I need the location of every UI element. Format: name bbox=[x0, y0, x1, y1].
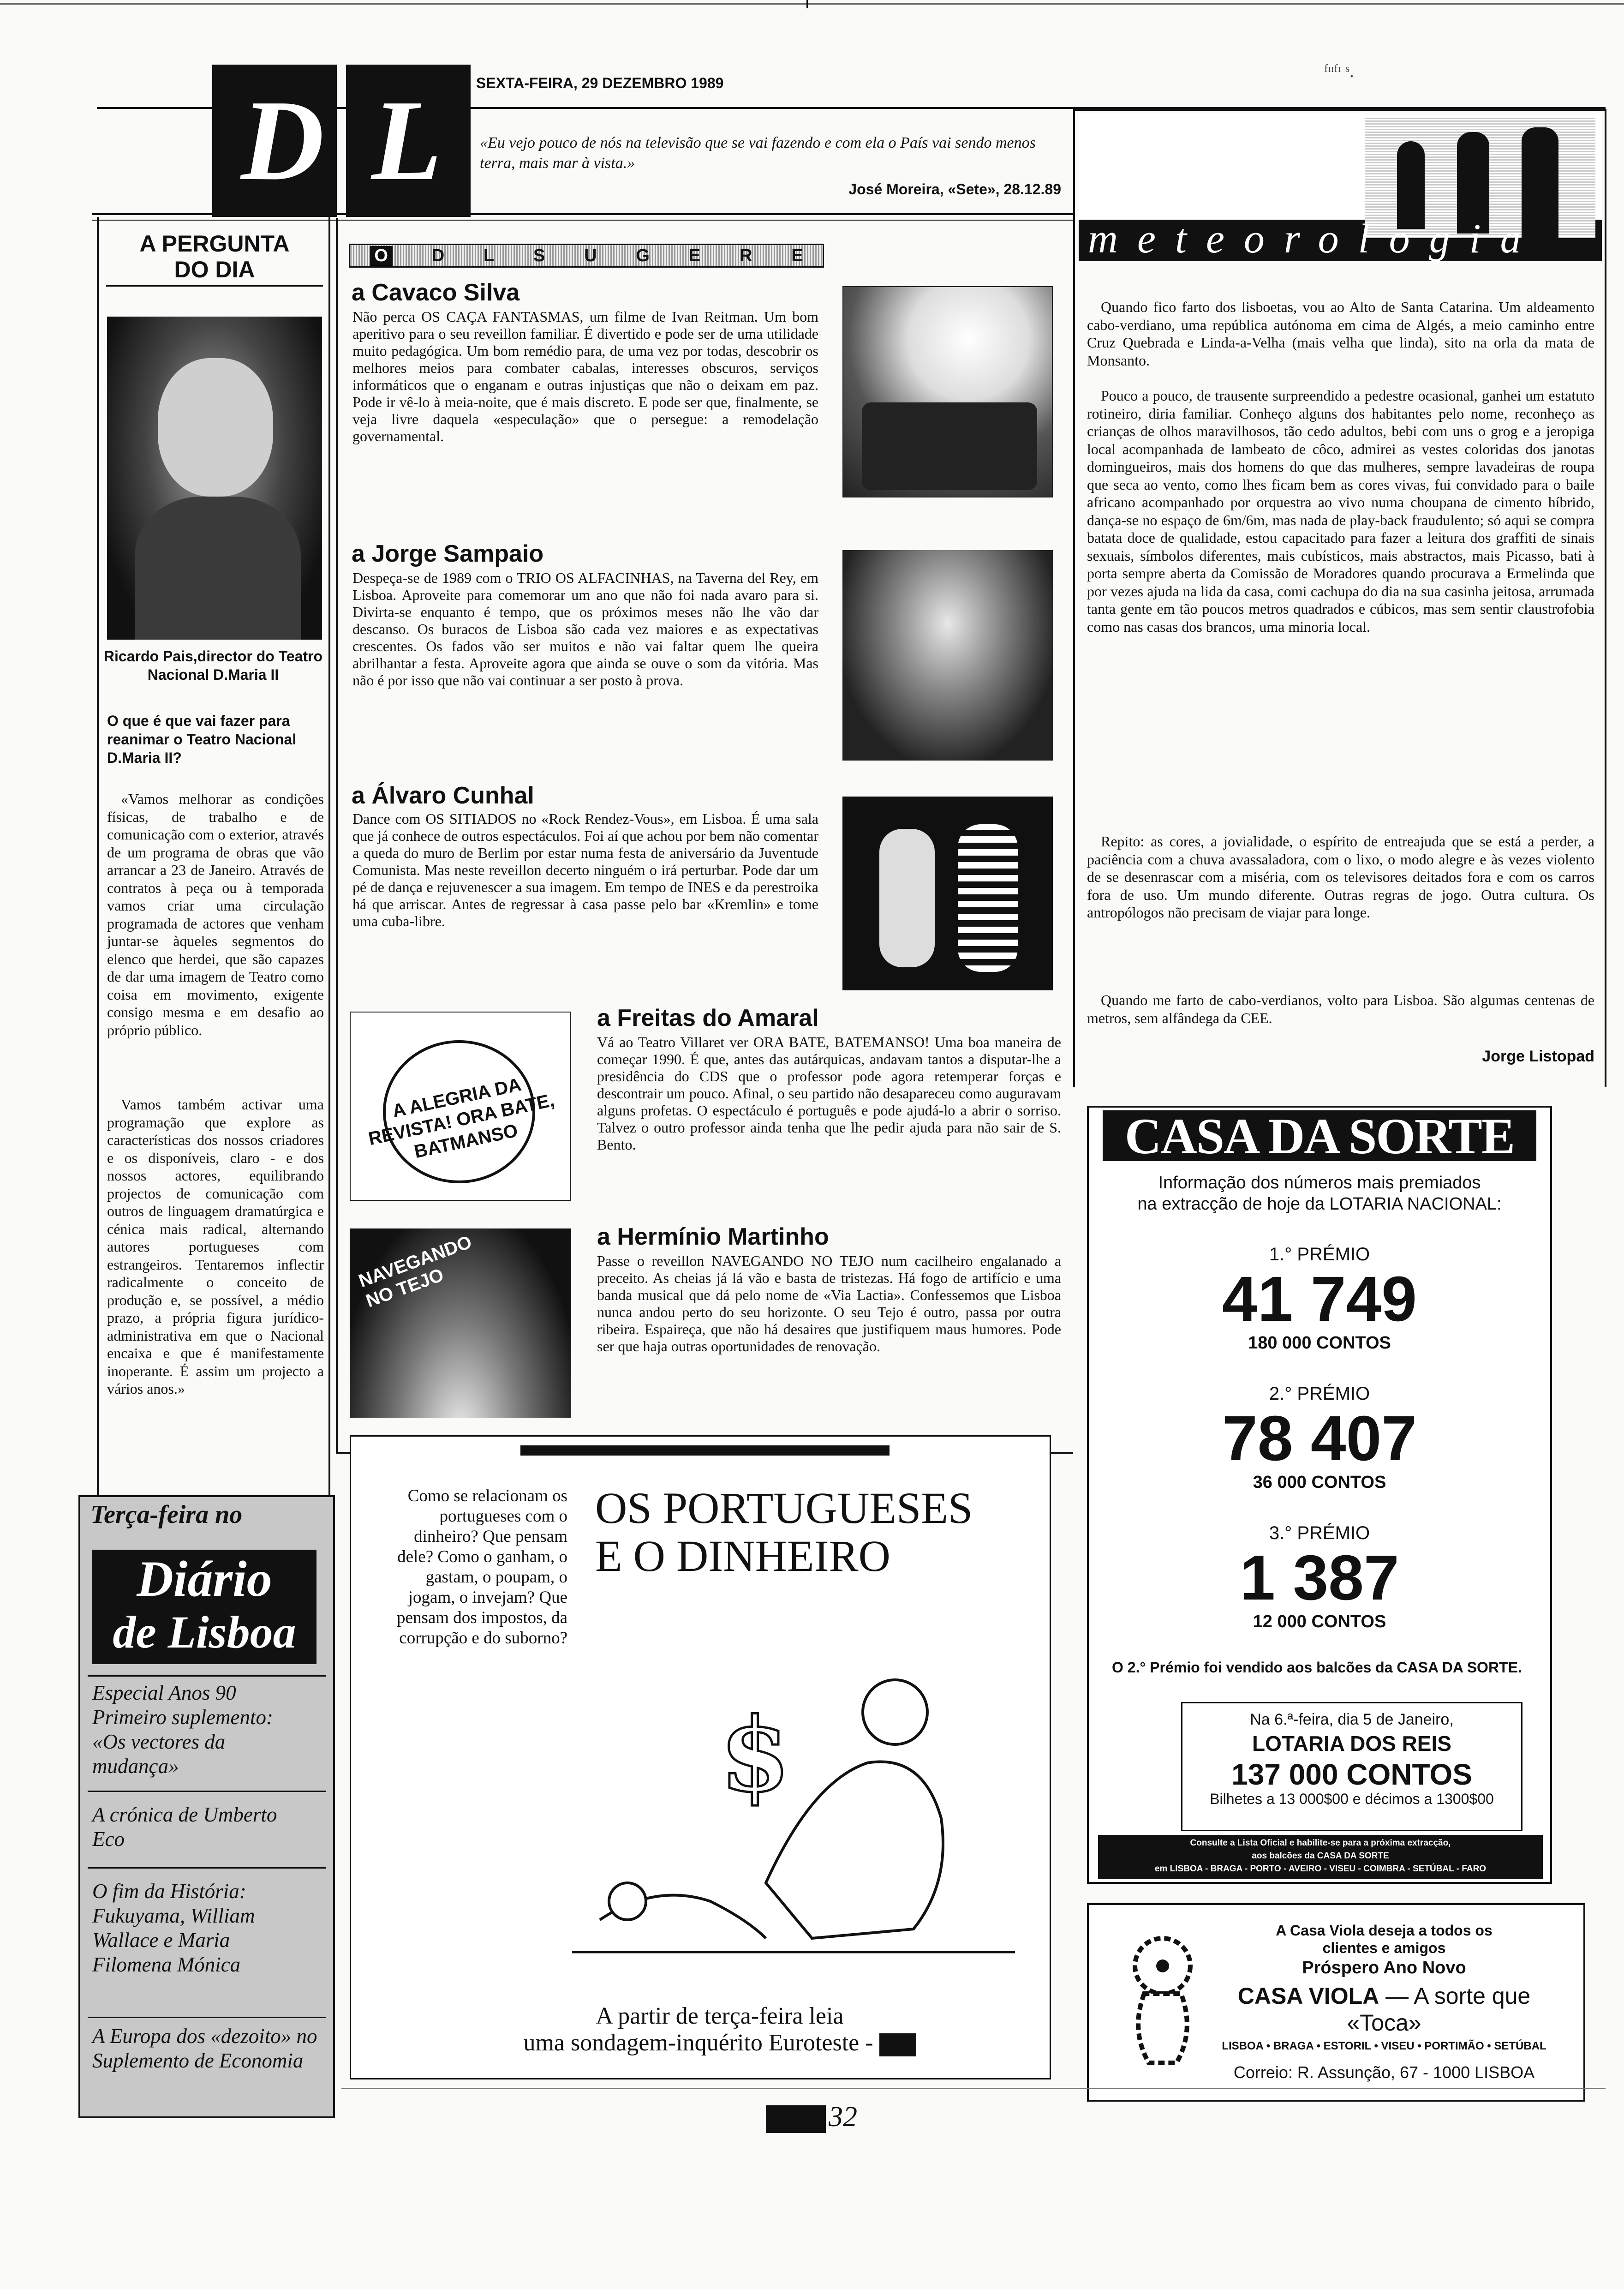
prize-3-label: 3.° PRÉMIO bbox=[1269, 1523, 1370, 1543]
pergunta-answer-p1: «Vamos melhorar as condições físicas, de trabalho e de comunicação com o exterior, através de um programa de obras que vão arrancar a 23 de Janeiro. Através de contratos à peça ou à temporada vamos criar uma circulação programada de actores que venham juntar-se àqueles segmentos do elenco que herdei, que são capazes de dar uma imagem de Teatro como coisa em movimento, exigente consigo mesma e em desafio ao próprio público. bbox=[107, 791, 324, 1038]
portrait-photo bbox=[107, 317, 322, 640]
prize-2-label: 2.° PRÉMIO bbox=[1269, 1384, 1370, 1404]
banner-letter: G bbox=[636, 246, 650, 265]
quote-author: José Moreira, «Sete», 28.12.89 bbox=[848, 181, 1061, 198]
meteo-title: meteorologia bbox=[1088, 216, 1540, 261]
ad-headline-line2: E O DINHEIRO bbox=[595, 1531, 890, 1581]
sugere-title-cavaco: a Cavaco Silva bbox=[352, 279, 520, 306]
ad-footer-line1: A partir de terça-feira leia bbox=[596, 2003, 844, 2029]
viola-greeting bbox=[1218, 1922, 1550, 1979]
pergunta-answer-p2: Vamos também activar uma programação que explore as características dos nossos criadores e os disponíveis, claro - e dos nossos actores, equilibrando projectos de comunicação com outros de linguagem dramatúrgica e cénica mais radical, alternando autores portugueses com estrangeiros. Tentaremos inflectir radicalmente o conceito de produção e, se possível, a médio prazo, a própria figura jurídico-administrativa em que o Nacional encaixa e que é manifestamente inoperante. É assim um projecto a vários anos.» bbox=[107, 1096, 324, 1397]
header-quote: «Eu vejo pouco de nós na televisão que se vai fazendo e com ela o País vai sendo menos terra, mais mar à vista.» bbox=[480, 134, 1036, 172]
reis-line1: Na 6.ª-feira, dia 5 de Janeiro, bbox=[1250, 1711, 1454, 1728]
viola-cities: LISBOA • BRAGA • ESTORIL • VISEU • PORTIMÃO • SETÚBAL bbox=[1222, 2040, 1546, 2052]
sugere-title-freitas: a Freitas do Amaral bbox=[597, 1005, 819, 1031]
edition-date: SEXTA-FEIRA, 29 DEZEMBRO 1989 bbox=[476, 75, 724, 91]
terca-item-2: A crónica de Umberto Eco bbox=[92, 1803, 277, 1851]
money-cartoon bbox=[572, 1643, 1015, 1961]
meteo-p1: Quando fico farto dos lisboetas, vou ao Alto de Santa Catarina. Um aldeamento cabo-verdiano, uma república autónoma em cima de Algés, a meio caminho entre Cruz Quebrada e Linda-a-Velha (mais velha que linda), sito na orla da mata de Monsanto. bbox=[1087, 299, 1594, 369]
banner-letter: O bbox=[370, 246, 393, 266]
dl-mini-logo bbox=[879, 2033, 916, 2056]
footer-dl-logo bbox=[766, 2105, 826, 2133]
prize-1-amount: 180 000 CONTOS bbox=[1248, 1333, 1391, 1353]
reis-line3: Bilhetes a 13 000$00 e décimos a 1300$00 bbox=[1210, 1791, 1494, 1807]
viola-slogan-a: — A sorte que bbox=[1385, 1983, 1531, 2009]
poster2-text: NAVEGANDO NO TEJO bbox=[356, 1232, 475, 1312]
viola-line1: A Casa Viola deseja a todos os bbox=[1276, 1922, 1493, 1939]
banner-letter: L bbox=[484, 246, 495, 265]
terca-item-4: A Europa dos «dezoito» no Suplemento de Economia bbox=[92, 2025, 317, 2072]
pergunta-title-line1: A PERGUNTA bbox=[139, 231, 290, 257]
sitiados-photo bbox=[842, 797, 1053, 990]
pergunta-question: O que é que vai fazer para reanimar o Teatro Nacional D.Maria II? bbox=[107, 713, 297, 766]
corner-mark: ᶠᶦᶦᶠᶦ ˢ. bbox=[1324, 60, 1354, 81]
sugere-body-freitas: Vá ao Teatro Villaret ver ORA BATE, BATEMANSO! Uma boa maneira de começar 1990. É que, antes das autárquicas, andavam tantos a disputar-lhe a presidência do CDS que o professor pode agora retemperar forças e descontrair um pouco. Afinal, o seu partido não desapareceu como auguravam alguns profetas. O espectáculo é português e pode ajudá-lo a abrir o sorriso. Talvez o outro professor ainda tenha que lhe pedir ajuda para não sair de S. Bento. bbox=[597, 1034, 1061, 1153]
svg-text:$: $ bbox=[720, 1695, 791, 1815]
ad-question: Como se relacionam os portugueses com o dinheiro? Que pensam dele? Como o ganham, o gastam, o poupam, o jogam, o invejam? Que pensam dos impostos, da corrupção e do suborno? bbox=[397, 1486, 567, 1648]
sugere-title-cunhal: a Álvaro Cunhal bbox=[352, 782, 534, 809]
sugere-body-cavaco: Não perca OS CAÇA FANTASMAS, um filme de Ivan Reitman. Um bom aperitivo para o seu reveillon familiar. É divertido e pode ser de uma utilidade muito pedagógica. Um bom remédio para, de uma vez por todas, descobrir os melhores meios para combater cabalas, interesses obscuros, serviços informáticos que o enganam e outras injustiças que não o deixam em paz. Pode ir vê-lo à meia-noite, que é mais discreto. E pode ser que, finalmente, se veja livre daquela «especulação» que o persegue: a remodelação governamental. bbox=[352, 308, 818, 444]
ghostbusters-photo bbox=[842, 286, 1053, 497]
banner-letter: E bbox=[791, 246, 803, 265]
meteo-p4: Quando me farto de cabo-verdianos, volto para Lisboa. São algumas centenas de metros, sem alfândega da CEE. bbox=[1087, 992, 1594, 1026]
sugere-title-sampaio: a Jorge Sampaio bbox=[352, 540, 544, 567]
banner-letter: D bbox=[431, 246, 445, 265]
prize-3-number: 1 387 bbox=[1240, 1542, 1399, 1613]
poster1-text: A ALEGRIA DA REVISTA! ORA BATE, BATMANSO bbox=[366, 1074, 556, 1162]
meteo-author: Jorge Listopad bbox=[1482, 1048, 1594, 1065]
sorte-footer-line3: em LISBOA - BRAGA - PORTO - AVEIRO - VISEU - COIMBRA - SETÚBAL - FARO bbox=[1154, 1864, 1487, 1874]
terca-item-3: O fim da História: Fukuyama, William Wallace e Maria Filomena Mónica bbox=[92, 1880, 255, 1976]
viola-brand: CASA VIOLA bbox=[1237, 1983, 1379, 2009]
viola-address: Correio: R. Assunção, 67 - 1000 LISBOA bbox=[1233, 2063, 1535, 2082]
sorte-footer-line1: Consulte a Lista Oficial e habilite-se para a próxima extracção, bbox=[1190, 1838, 1451, 1848]
sorte-intro bbox=[1098, 1172, 1541, 1215]
dl-logo bbox=[212, 65, 471, 217]
prize-1-label: 1.° PRÉMIO bbox=[1269, 1244, 1370, 1264]
prize-3-amount: 12 000 CONTOS bbox=[1253, 1612, 1386, 1631]
ad-footer-line2: uma sondagem-inquérito Euroteste - bbox=[523, 2030, 873, 2056]
reis-amount: 137 000 CONTOS bbox=[1231, 1758, 1472, 1791]
sorte-intro-line2: na extracção de hoje da LOTARIA NACIONAL: bbox=[1137, 1194, 1502, 1214]
banner-letter: S bbox=[533, 246, 545, 265]
banner-letter: E bbox=[688, 246, 701, 265]
masthead-line2: de Lisboa bbox=[113, 1606, 296, 1658]
prize-1-number: 41 749 bbox=[1222, 1264, 1417, 1335]
ora-bate-poster bbox=[350, 1012, 571, 1201]
prize-2 bbox=[1098, 1384, 1541, 1492]
lotaria-reis-box bbox=[1181, 1702, 1522, 1831]
ad-headline bbox=[595, 1484, 1010, 1580]
portrait-caption: Ricardo Pais,director do Teatro Nacional D.Maria II bbox=[103, 648, 323, 683]
sorte-title: CASA DA SORTE bbox=[1124, 1108, 1515, 1164]
pergunta-title bbox=[106, 231, 323, 282]
sorte-intro-line1: Informação dos números mais premiados bbox=[1158, 1173, 1481, 1192]
sugere-body-cunhal: Dance com OS SITIADOS no «Rock Rendez-Vous», em Lisboa. É uma sala que já conhece de outros espectáculos. Foi aí que achou por bem não comentar a queda do muro de Berlim por estar numa festa de aniversário da Juventude Comunista. Mas neste reveillon decerto ninguém o irá perturbar. Pode dar um pé de dança e rejuvenescer a sua imagem. Em tempo de INES e da perestroika há que arriscar. Antes de regressar à casa passe pelo bar «Kremlin» e tome uma cuba-libre. bbox=[352, 810, 818, 929]
logo-letters: D L bbox=[241, 77, 442, 204]
ad-headline-line1: OS PORTUGUESES bbox=[595, 1483, 973, 1533]
ad-footer bbox=[415, 2003, 1024, 2056]
viola-slogan-b: «Toca» bbox=[1347, 2010, 1421, 2036]
page-number: 32 bbox=[829, 2101, 857, 2133]
viola-line2: clientes e amigos bbox=[1322, 1940, 1446, 1956]
sorte-footer-line2: aos balcões da CASA DA SORTE bbox=[1252, 1851, 1389, 1861]
terca-item-1: Especial Anos 90 Primeiro suplemento: «Os vectores da mudança» bbox=[92, 1681, 274, 1778]
meteo-banner bbox=[1079, 114, 1602, 261]
reis-line2: LOTARIA DOS REIS bbox=[1252, 1732, 1451, 1756]
prize-2-amount: 36 000 CONTOS bbox=[1253, 1473, 1386, 1492]
sugere-title-herminio: a Hermínio Martinho bbox=[597, 1223, 829, 1250]
meteo-p3: Repito: as cores, a jovialidade, o espírito de entreajuda que se está a perder, a paciência com a chuva avassaladora, com o lixo, o modo alegre e às vezes violento de se desenrascar com a miséria, com os televisores deitados fora e com os carros fora de uso. Um mundo diferente. Outras regras de jogo. Outra cultura. Os antropólogos não precisam de viajar para longe. bbox=[1087, 833, 1594, 921]
masthead-line1: Diário bbox=[137, 1551, 272, 1607]
viola-mascot-icon bbox=[1116, 1929, 1209, 2067]
sorte-second-note: O 2.° Prémio foi vendido aos balcões da CASA DA SORTE. bbox=[1112, 1659, 1522, 1676]
prize-1 bbox=[1098, 1244, 1541, 1353]
alfacinhas-photo bbox=[842, 550, 1053, 761]
banner-letter: R bbox=[739, 246, 752, 265]
viola-line3: Próspero Ano Novo bbox=[1302, 1958, 1466, 1977]
meteo-p2: Pouco a pouco, de trausente surpreendido a pedestre ocasional, ganhei um estatuto rotineiro, diria familiar. Conheço alguns dos habitantes pelo nome, reconheço as crianças de olhos maravilhosos, tão cedo adultos, bebi com uns o grog e a jeropiga local acompanhada de lambeato de côco, admirei as vestes coloridas dos janotas domingueiros, mais dos homens do que das mulheres, sempre lavadeiras de roupa que seca ao vento, como lhes ficam bem as cores vivas, fui convidado para o baile africano acompanhado por orquestra ao vivo numa choupana de cimento híbrido, dança-se no espaço de 6m/6m, mas nada de play-back fraudulento; só aqui se compra batata doce de qualidade, estou capacitado para fazer a leitura dos graffiti de sinais sexuais, símbolos diferentes, mais cubísticos, mais abstractos, mais Picasso, bati à porta sempre aberta da Comissão de Moradores quando procurava a Ermelinda que por vezes ajuda na lida da casa, comi cachupa do dia na sua casinha jeitosa, arrumada tanta gente em tão poucos metros quadrados e cúbicos, mas sem sentir claustrofobia como nas casas dos brancos, uma minoria local. bbox=[1087, 387, 1594, 635]
navegando-poster bbox=[350, 1228, 571, 1418]
sugere-body-sampaio: Despeça-se de 1989 com o TRIO OS ALFACINHAS, na Taverna del Rey, em Lisboa. Aproveite para comemorar um ano que não foi nada avaro para si. Divirta-se enquanto é tempo, que os próximos meses não lhe vão dar descanso. Os buracos de Lisboa são cada vez maiores e as expectativas crescentes. Os fados vão ser muitos e não vai faltar quem lhe queira abrilhantar a festa. Aproveite agora que ainda se ouve o som da vitória. Mas não é por isso que não vai continuar a ser posto à prova. bbox=[352, 569, 818, 689]
sugere-banner bbox=[349, 244, 824, 268]
sugere-body-herminio: Passe o reveillon NAVEGANDO NO TEJO num cacilheiro engalanado a preceito. As cheias já lá vão e basta de tristezas. Há fogo de artifício e uma banda musical que dá pelo nome de «Via Lactia». Confessemos que Lisboa nunca andou perto do seu horizonte. O seu Tejo é outro, passa por outra ribeira. Espaireça, que não há desaires que justifiquem maus humores. Pode ser que haja outras oportunidades de renovação. bbox=[597, 1252, 1061, 1354]
pergunta-title-line2: DO DIA bbox=[174, 257, 255, 282]
prize-2-number: 78 407 bbox=[1222, 1403, 1417, 1474]
prize-3 bbox=[1098, 1523, 1541, 1632]
banner-letter: U bbox=[584, 246, 597, 265]
viola-brand-block bbox=[1218, 1983, 1550, 2036]
sorte-footer bbox=[1098, 1837, 1543, 1876]
terca-heading: Terça-feira no bbox=[90, 1500, 243, 1529]
